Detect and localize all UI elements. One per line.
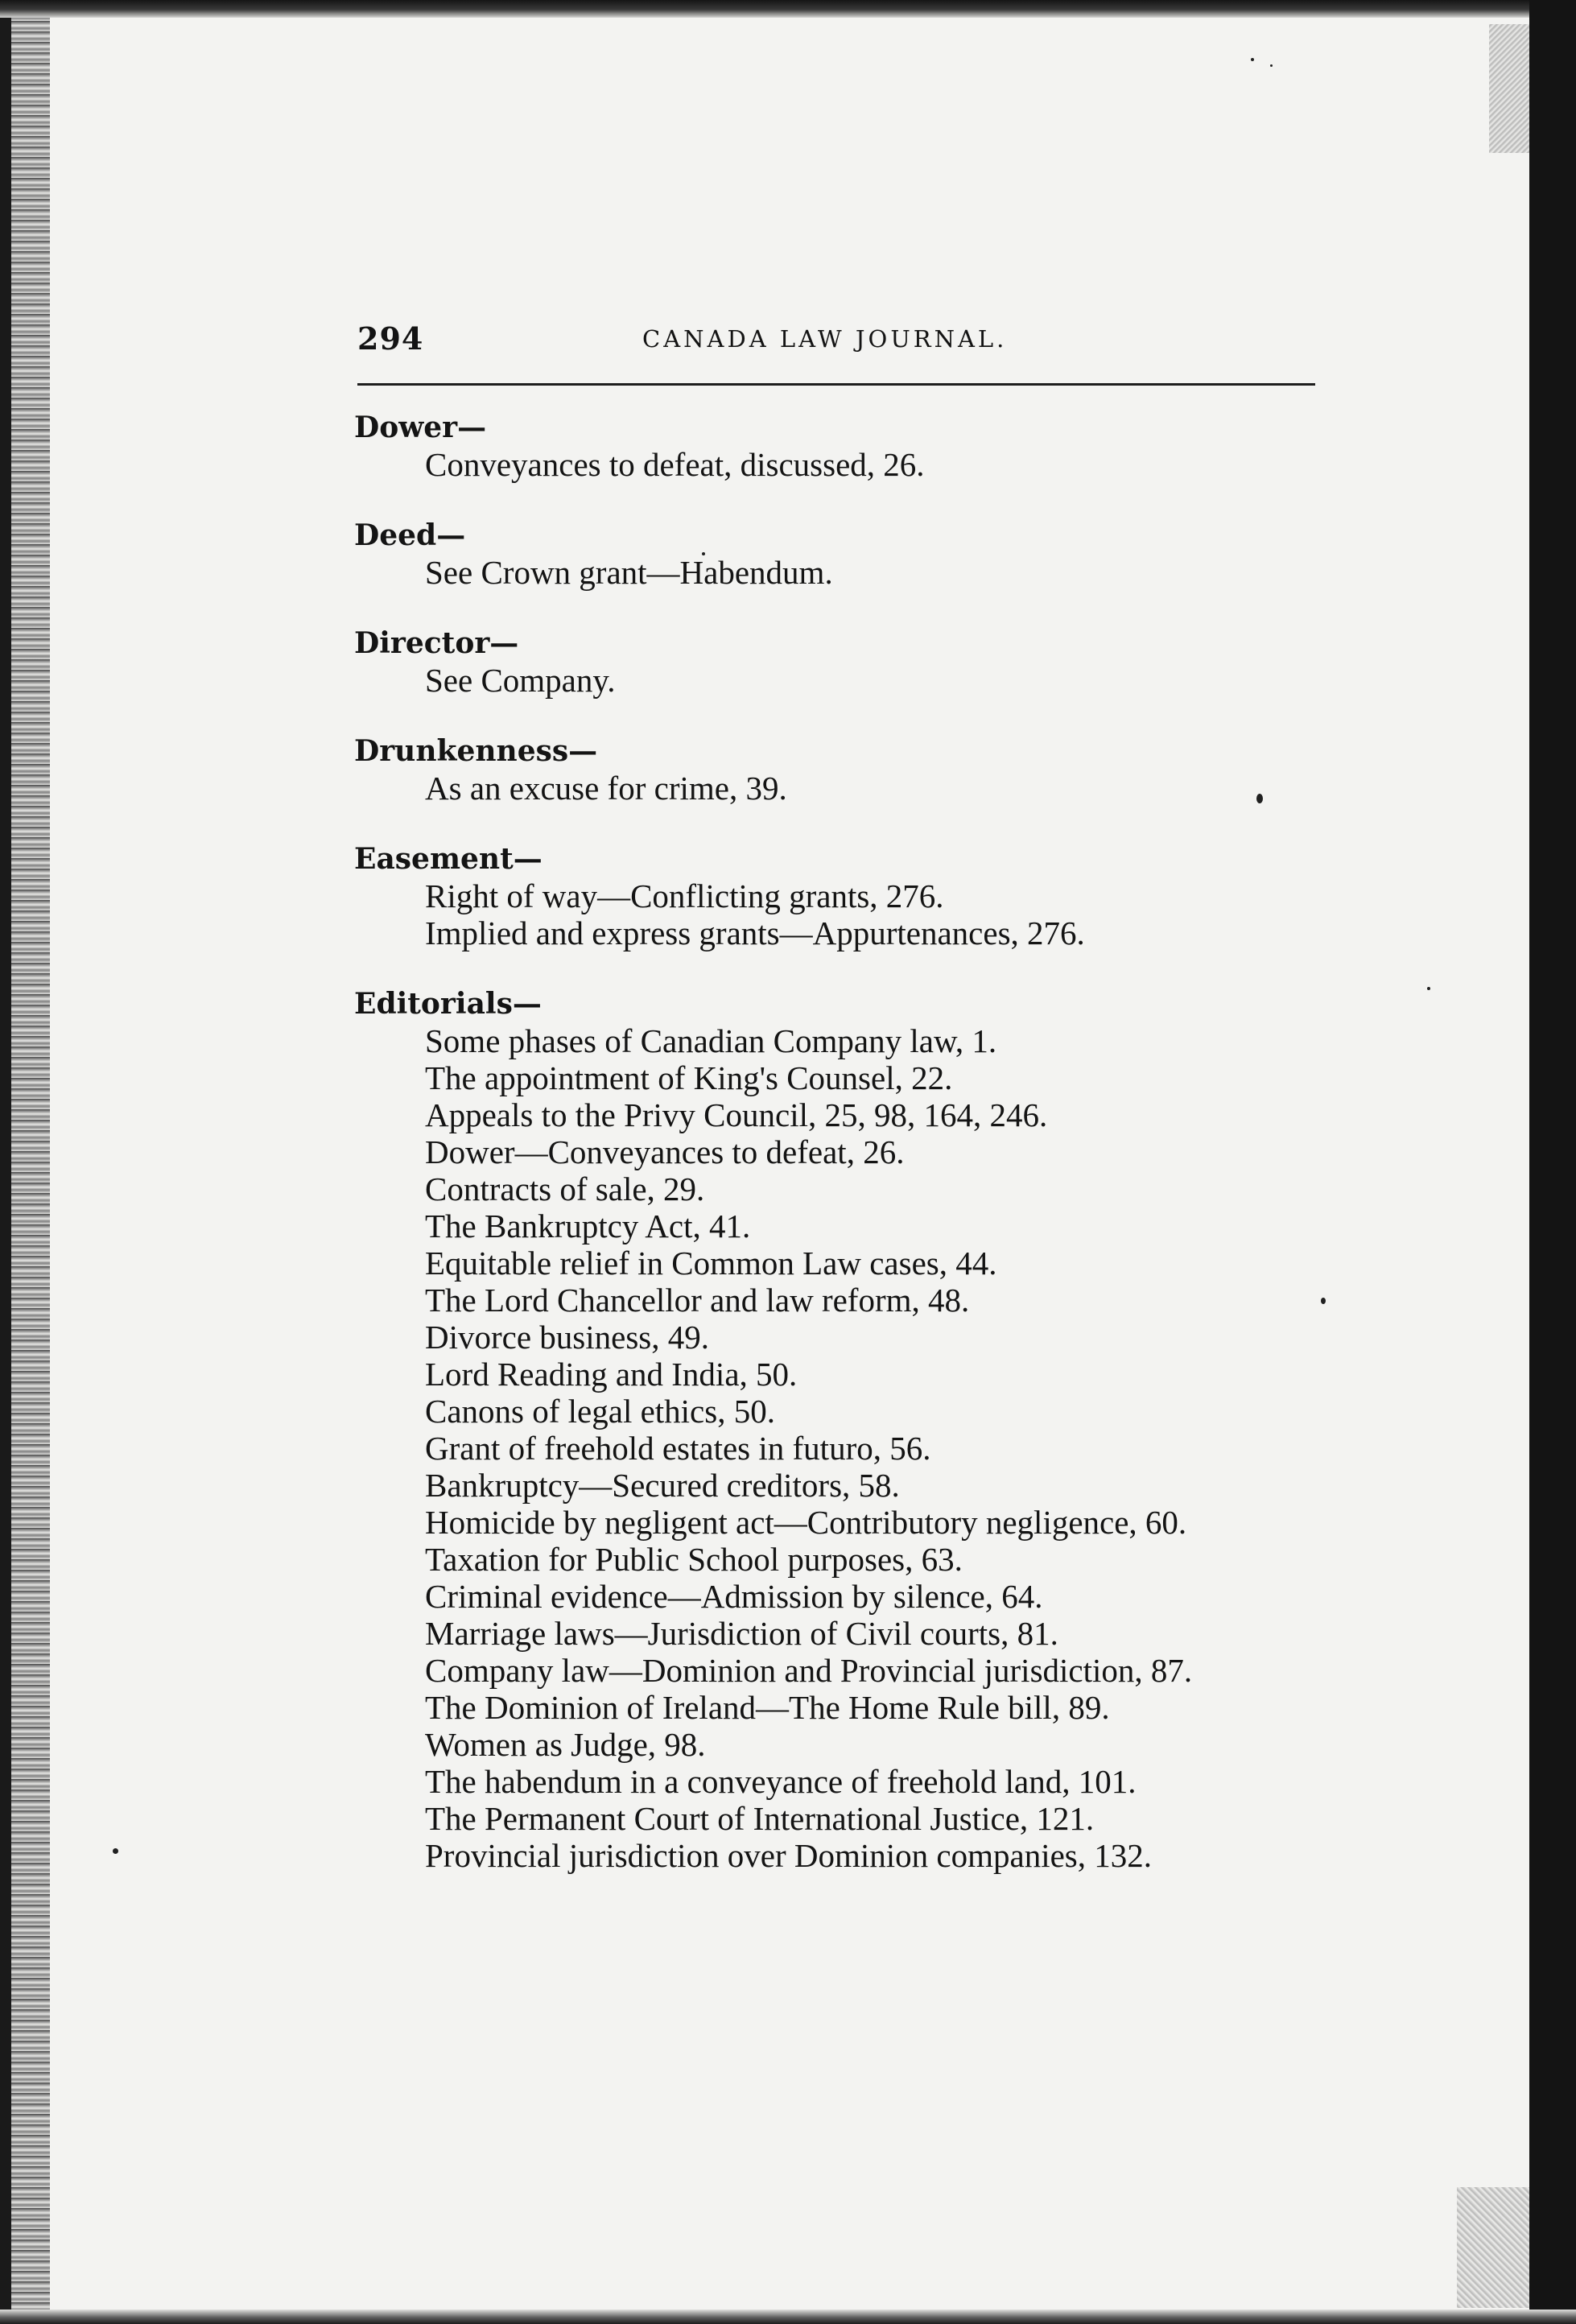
entry-line: Taxation for Public School purposes, 63. [425,1541,963,1578]
entry-heading: Dower— [354,411,487,444]
entry-line: Criminal evidence—Admission by silence, 64. [425,1578,1043,1615]
page-number: 294 [357,320,424,357]
entry-heading: Drunkenness— [354,734,598,768]
entry-line: See Company. [425,662,616,699]
entry-line: Women as Judge, 98. [425,1726,706,1763]
entry-line: Provincial jurisdiction over Dominion companies, 132. [425,1837,1153,1874]
entry-line: As an excuse for crime, 39. [425,770,787,807]
page-edge-right [1529,0,1576,2324]
page-edge-top [0,0,1576,18]
entry-heading: Editorials— [354,987,542,1021]
page-edge-bottom [0,2310,1576,2324]
entry-line: Lord Reading and India, 50. [425,1356,798,1393]
entry-line: The appointment of King's Counsel, 22. [425,1059,953,1096]
entry-line: Marriage laws—Jurisdiction of Civil courts, 81. [425,1615,1058,1652]
entry-line: The Permanent Court of International Justice, 121. [425,1800,1095,1837]
index-entry-easement [351,840,1317,951]
binding-shadow [0,0,11,2324]
entry-line: Contracts of sale, 29. [425,1170,705,1207]
entry-heading: Easement— [354,842,543,876]
index-entry-dower [351,409,1317,483]
entry-line: Dower—Conveyances to defeat, 26. [425,1133,905,1170]
page-header [351,314,1317,370]
entry-line: Equitable relief in Common Law cases, 44. [425,1245,997,1282]
entry-line: See Crown grant—Habendum. [425,554,833,591]
entry-line: Bankruptcy—Secured creditors, 58. [425,1467,900,1504]
journal-page [351,314,1317,1874]
entry-line: Right of way—Conflicting grants, 276. [425,877,944,914]
entry-line: Homicide by negligent act—Contributory negligence, 60. [425,1504,1187,1541]
entry-line: Some phases of Canadian Company law, 1. [425,1022,997,1059]
entry-heading: Deed— [354,518,466,552]
ink-speck [1427,987,1430,990]
entry-line: Implied and express grants—Appurtenances, 276. [425,914,1085,951]
entry-line: The habendum in a conveyance of freehold land, 101. [425,1763,1137,1800]
header-rule [357,383,1315,386]
ink-speck [1251,58,1254,61]
scan-noise-top-right [1489,24,1529,153]
index-entry-deed [351,517,1317,591]
entry-line: Grant of freehold estates in futuro, 56. [425,1430,931,1467]
ink-speck [1270,64,1273,67]
index-entry-drunkenness [351,733,1317,807]
entry-line: The Bankruptcy Act, 41. [425,1207,751,1245]
entry-heading: Director— [354,626,519,660]
entry-line: Company law—Dominion and Provincial jurisdiction, 87. [425,1652,1193,1689]
entry-line: Conveyances to defeat, discussed, 26. [425,446,925,483]
entry-line: The Dominion of Ireland—The Home Rule bill, 89. [425,1689,1110,1726]
entry-line: Appeals to the Privy Council, 25, 98, 164, 246. [425,1096,1048,1133]
ink-speck [113,1848,118,1854]
scan-noise-bottom-right [1457,2187,1529,2308]
entry-line: Canons of legal ethics, 50. [425,1393,775,1430]
running-title: CANADA LAW JOURNAL. [642,325,1008,353]
index-entry-editorials [351,985,1317,1874]
index-entries [351,409,1317,1908]
index-entry-director [351,625,1317,699]
entry-line: Divorce business, 49. [425,1319,710,1356]
ink-speck [1321,1298,1326,1304]
entry-line: The Lord Chancellor and law reform, 48. [425,1282,970,1319]
